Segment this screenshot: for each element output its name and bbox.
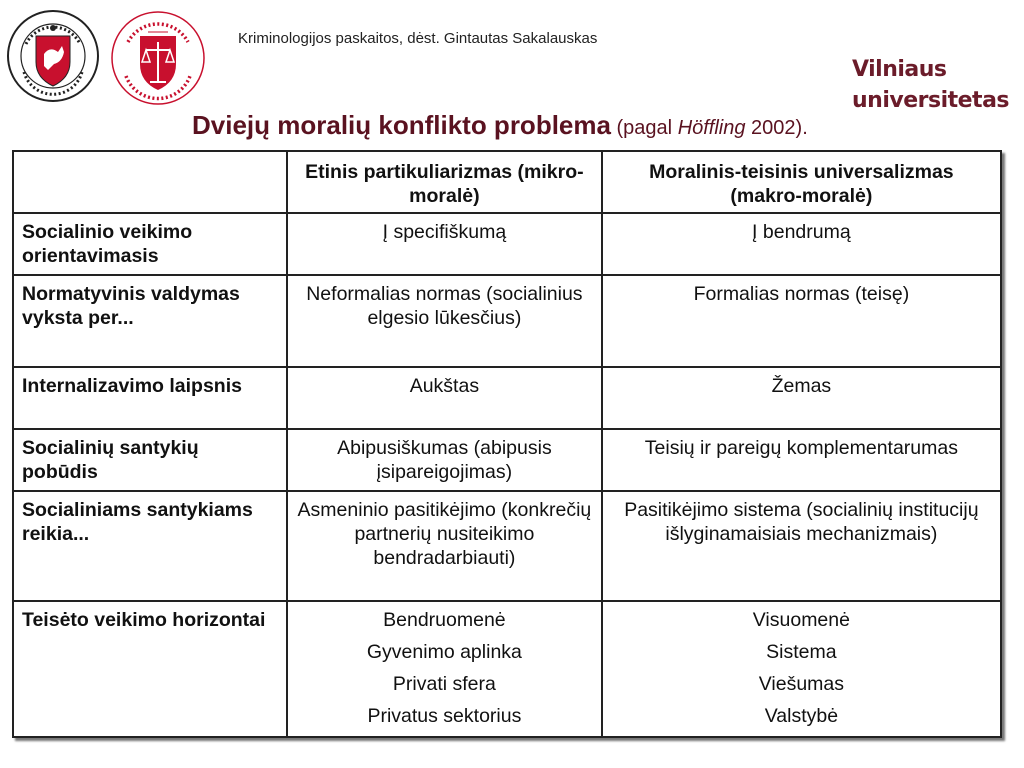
table-cell-col2: [602, 491, 1001, 601]
table-cell-col2: [602, 213, 1001, 275]
cell-text: Formalias normas (teisę): [693, 283, 910, 305]
vilnius-university-seal-logo: [6, 6, 100, 106]
cell-text: Privatus sektorius: [367, 705, 522, 727]
row-label-cell: Socialinio veikimo orientavimasis: [13, 213, 287, 275]
cell-text: Viešumas: [758, 673, 845, 695]
cell-text: Valstybė: [764, 705, 839, 727]
table-header-cell: Moralinis-teisinis universalizmas (makro-moralė): [602, 151, 1001, 213]
table-row: [13, 601, 1001, 737]
university-name-line1: Vilniaus: [852, 57, 947, 82]
cell-text: Aukštas: [409, 375, 480, 397]
cell-text: Teisių ir pareigų komplementarumas: [644, 437, 958, 459]
table-cell-col2: [602, 601, 1001, 737]
table-row: [13, 429, 1001, 491]
university-name-line2: universitetas: [852, 88, 1010, 113]
comparison-table: [12, 150, 1002, 738]
cell-text: Pasitikėjimo sistema (socialinių institucijų išlyginamaisiais mechanizmais): [624, 499, 979, 545]
table-header-cell: Etinis partikuliarizmas (mikro-moralė): [287, 151, 602, 213]
table-row: [13, 275, 1001, 367]
table-cell-col2: [602, 429, 1001, 491]
cell-text: Žemas: [771, 375, 832, 397]
table-header-cell: [13, 151, 287, 213]
table-row: [13, 367, 1001, 429]
title-note-suffix: 2002).: [745, 117, 808, 139]
row-label-cell: Socialiniams santykiams reikia...: [13, 491, 287, 601]
table-cell-col1: [287, 213, 602, 275]
row-label-cell: Normatyvinis valdymas vyksta per...: [13, 275, 287, 367]
cell-text: Visuomenė: [752, 609, 850, 631]
table-cell-col1: [287, 601, 602, 737]
cell-text: Gyvenimo aplinka: [366, 641, 522, 663]
table-cell-col1: [287, 429, 602, 491]
cell-text: Bendruomenė: [383, 609, 506, 631]
table-cell-col1: [287, 491, 602, 601]
slide-title: [192, 110, 808, 141]
table-cell-col2: [602, 367, 1001, 429]
cell-text: Asmeninio pasitikėjimo (konkrečių partnerių nusiteikimo bendradarbiauti): [297, 499, 592, 569]
cell-text: Sistema: [766, 641, 837, 663]
course-info-header: Kriminologijos paskaitos, dėst. Gintautas Sakalauskas: [238, 30, 598, 47]
title-note-author: Höffling: [677, 117, 746, 139]
table-cell-col2: [602, 275, 1001, 367]
title-note-prefix: (pagal: [610, 117, 678, 139]
table-body: [13, 213, 1001, 737]
cell-text: Į bendrumą: [752, 221, 851, 243]
slide-title-note: [611, 117, 808, 139]
table-header-row: [13, 151, 1001, 213]
university-name: [852, 54, 1012, 116]
table-row: [13, 213, 1001, 275]
table-cell-col1: [287, 367, 602, 429]
row-label-cell: Teisėto veikimo horizontai: [13, 601, 287, 737]
slide-title-main: Dviejų moralių konflikto problema: [192, 110, 611, 140]
row-label-cell: Internalizavimo laipsnis: [13, 367, 287, 429]
table-cell-col1: [287, 275, 602, 367]
law-faculty-seal-logo: [108, 6, 208, 110]
row-label-cell: Socialinių santykių pobūdis: [13, 429, 287, 491]
cell-text: Privati sfera: [392, 673, 496, 695]
cell-text: Abipusiškumas (abipusis įsipareigojimas): [337, 437, 552, 483]
cell-text: Į specifiškumą: [382, 221, 507, 243]
table-row: [13, 491, 1001, 601]
cell-text: Neformalias normas (socialinius elgesio lūkesčius): [306, 283, 583, 329]
